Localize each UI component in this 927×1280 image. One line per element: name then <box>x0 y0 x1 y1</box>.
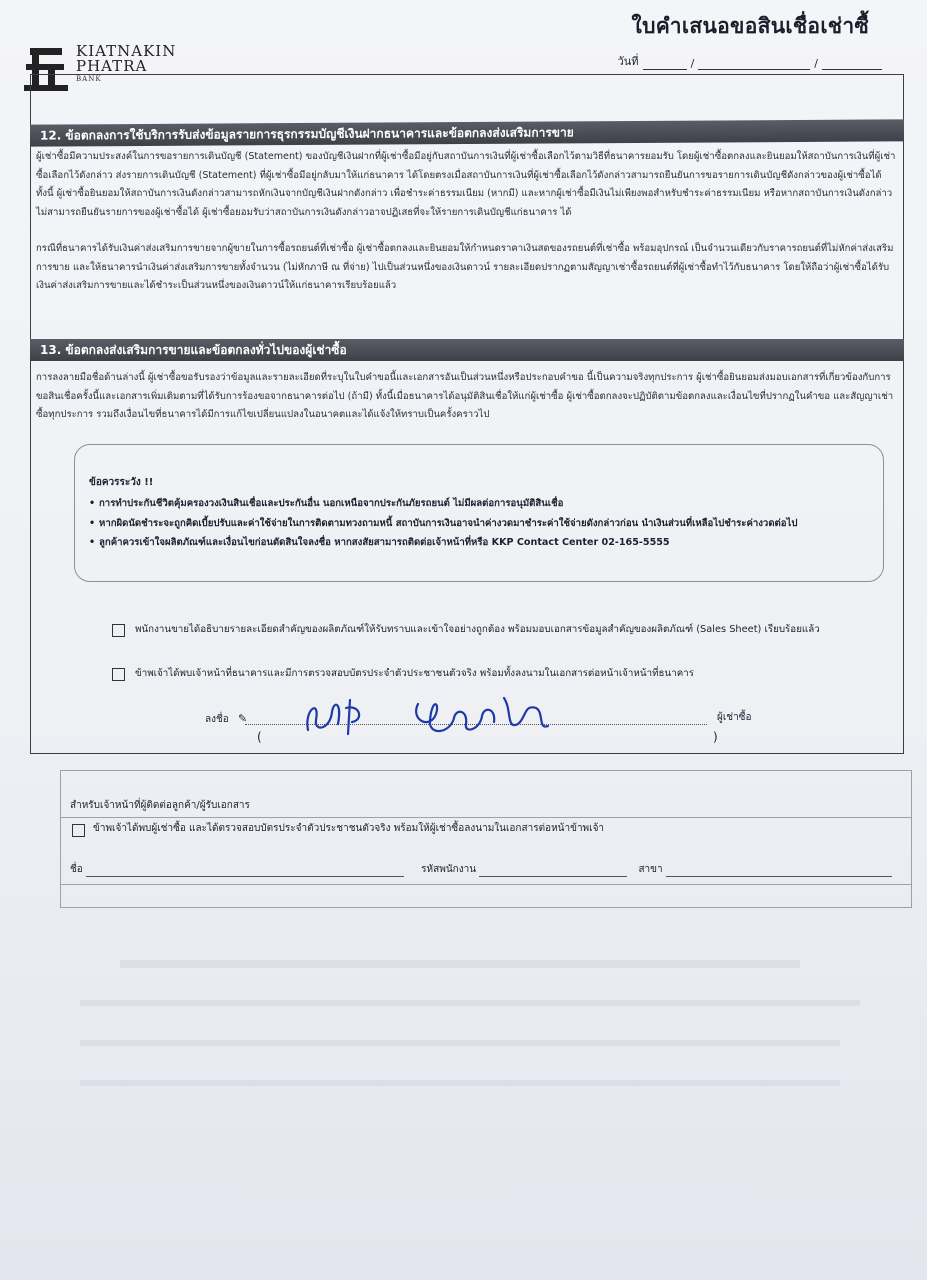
bleed-through-line <box>80 1080 840 1086</box>
name-paren-open: ( <box>257 730 262 744</box>
staff-emp-label: รหัสพนักงาน <box>421 864 477 875</box>
staff-divider <box>60 884 912 885</box>
warning-item: • ลูกค้าควรเข้าใจผลิตภัณฑ์และเงื่อนไขก่อนตัดสินใจลงชื่อ หากสงสัยสามารถติดต่อเจ้าหน้าที่หรือ KKP Contact Center 02-165-5555 <box>89 537 670 548</box>
date-month-line <box>698 58 810 70</box>
id-verify-checkbox[interactable] <box>112 668 125 681</box>
staff-name-label: ชื่อ <box>70 864 83 875</box>
logo-line2: PHATRA <box>76 57 148 75</box>
warning-item: • หากผิดนัดชำระจะถูกคิดเบี้ยปรับและค่าใช้จ่ายในการติดตามทวงถามหนี้ สถาบันการเงินอาจนำค่างวดมาชำระค่าใช้จ่ายดังกล่าวก่อน นำเงินส่วนที่เหลือไปชำระค่างวดต่อไป <box>89 517 798 529</box>
id-verify-check-row <box>112 664 872 684</box>
name-paren-close: ) <box>713 730 718 744</box>
handwritten-signature <box>290 690 590 742</box>
bleed-through-line <box>80 1000 860 1006</box>
page-title: ใบคำเสนอขอสินเชื่อเช่าซื้ <box>631 14 869 38</box>
staff-check-row <box>72 820 604 838</box>
bleed-through-line <box>80 1040 840 1046</box>
staff-branch-field[interactable] <box>666 865 892 877</box>
sales-sheet-check-row <box>112 620 872 640</box>
warning-title: ข้อควรระวัง !! <box>89 477 154 488</box>
bleed-through-line <box>120 960 800 968</box>
warning-item: • การทำประกันชีวิตคุ้มครองวงเงินสินเชื่อและประกันอื่น นอกเหนือจากประกันภัยรถยนต์ ไม่มีผลต่อการอนุมัติสินเชื่อ <box>89 498 564 509</box>
section-13-heading: 13. ข้อตกลงส่งเสริมการขายและข้อตกลงทั่วไปของผู้เช่าซื้อ <box>30 339 904 361</box>
staff-branch-label: สาขา <box>638 864 663 875</box>
section-12-paragraph-1: ผู้เช่าซื้อมีความประสงค์ในการขอรายการเดินบัญชี (Statement) ของบัญชีเงินฝากที่ผู้เช่าซื้อมีอยู่กับสถาบันการเงินที่ผู้เช่าซื้อเลือกไว้ตามวิธีที่ธนาคารยอมรับ โดยผู้เช่าซื้อตกลงและยินยอมให้สถาบันการเงินที่ผู้เช่าซื้อเลือกไว้ดังกล่าว ส่งรายการเดินบัญชี (Statement) ที่ผู้เช่าซื้อมีอยู่กลับมาให้แก่ธนาคาร ได้โดยตรงเมื่อสถาบันการเงินที่ผู้เช่าซื้อเลือกไว้ดังกล่าวสามารถยืนยันการขอรายการเดินบัญชีดังกล่าวของผู้เช่าซื้อได้ ทั้งนี้ ผู้เช่าซื้อยินยอมให้สถาบันการเงินดังกล่าวสามารถหักเงินจากบัญชีเงินฝากดังกล่าว เพื่อชำระค่าธรรมเนียม (หากมี) และหากผู้เช่าซื้อมีเงินไม่เพียงพอสำหรับชำระค่าธรรมเนียม หรือหากสถาบันการเงินดังกล่าวไม่สามารถยืนยันรายการของผู้เช่าซื้อได้ ผู้เช่าซื้อยอมรับว่าสถาบันการเงินดังกล่าวอาจปฏิเสธที่จะให้รายการเดินบัญชีแก่ธนาคาร ได้ <box>36 151 896 218</box>
id-verify-check-label: ข้าพเจ้าได้พบเจ้าหน้าที่ธนาคารและมีการตรวจสอบบัตรประจำตัวประชาชนตัวจริง พร้อมทั้งลงนามในเอกสารต่อหน้าเจ้าหน้าที่ธนาคาร <box>135 668 695 679</box>
pen-icon: ✎ <box>238 712 248 725</box>
hirer-label: ผู้เช่าซื้อ <box>717 712 752 723</box>
sign-label: ลงชื่อ <box>205 714 229 725</box>
logo-line3: BANK <box>76 75 102 83</box>
staff-section-heading: สำหรับเจ้าหน้าที่ผู้ติดต่อลูกค้า/ผู้รับเอกสาร <box>60 798 912 818</box>
staff-fields-row <box>70 862 906 877</box>
staff-checkbox[interactable] <box>72 824 85 837</box>
date-label: วันที่ <box>617 55 639 68</box>
sales-sheet-checkbox[interactable] <box>112 624 125 637</box>
sales-sheet-check-label: พนักงานขายได้อธิบายรายละเอียดสำคัญของผลิตภัณฑ์ให้รับทราบและเข้าใจอย่างถูกต้อง พร้อมมอบเอกสารข้อมูลสำคัญของผลิตภัณฑ์ (Sales Sheet) เรียบร้อยแล้ว <box>135 624 820 635</box>
section-12-heading: 12. ข้อตกลงการใช้บริการรับส่งข้อมูลรายการธุรกรรมบัญชีเงินฝากธนาคารและข้อตกลงส่งเสริมการขาย <box>30 119 904 146</box>
date-year-line <box>822 58 882 70</box>
staff-check-label: ข้าพเจ้าได้พบผู้เช่าซื้อ และได้ตรวจสอบบัตรประจำตัวประชาชนตัวจริง พร้อมให้ผู้เช่าซื้อลงนามในเอกสารต่อหน้าข้าพเจ้า <box>93 823 605 834</box>
staff-section-box <box>60 770 912 908</box>
date-day-line <box>643 58 687 70</box>
section-12-paragraph-2: กรณีที่ธนาคารได้รับเงินค่าส่งเสริมการขายจากผู้ขายในการซื้อรถยนต์ที่เช่าซื้อ ผู้เช่าซื้อตกลงและยินยอมให้กำหนดราคาเงินสดของรถยนต์ที่เช่าซื้อ พร้อมอุปกรณ์ เป็นจำนวนเดียวกับราคารถยนต์ที่ไม่หักค่าส่งเสริมการขาย และให้ธนาคารนำเงินค่าส่งเสริมการขายทั้งจำนวน (ไม่หักภาษี ณ ที่จ่าย) ไปเป็นส่วนหนึ่งของเงินดาวน์ รายละเอียดปรากฏตามสัญญาเช่าซื้อรถยนต์ที่ผู้เช่าซื้อทำไว้กับธนาคาร โดยให้ถือว่าผู้เช่าซื้อได้รับเงินค่าส่งเสริมการขายและได้ชำระเป็นส่วนหนึ่งของเงินดาวน์ให้แก่ธนาคารเรียบร้อยแล้ว <box>36 243 894 291</box>
staff-emp-field[interactable] <box>479 865 627 877</box>
section-13-paragraph: การลงลายมือชื่อด้านล่างนี้ ผู้เช่าซื้อขอรับรองว่าข้อมูลและรายละเอียดที่ระบุในใบคำขอนี้และเอกสารอันเป็นส่วนหนึ่งหรือประกอบคำขอ นี้เป็นความจริงทุกประการ ผู้เช่าซื้อยินยอมส่งมอบเอกสารที่เกี่ยวข้องกับการขอสินเชื่อครั้งนี้และเอกสารเพิ่มเติมตามที่ได้รับการร้องขอจากธนาคารต่อไป (ถ้ามี) ทั้งนี้เมื่อธนาคารได้อนุมัติสินเชื่อให้แก่ผู้เช่าซื้อ ผู้เช่าซื้อตกลงจะปฏิบัติตามข้อตกลงและเงื่อนไขที่ปรากฏในคำขอ และสัญญาเช่าซื้อทุกประการ รวมถึงเงื่อนไขที่ธนาคารได้มีการแก้ไขเปลี่ยนแปลงในอนาคตและได้แจ้งให้ทราบเป็นครั้งคราวไป <box>36 372 894 420</box>
staff-name-field[interactable] <box>86 865 404 877</box>
date-field: วันที่ / / <box>618 52 882 70</box>
logo-line1: KIATNAKIN <box>76 42 177 60</box>
warning-box <box>74 444 884 582</box>
